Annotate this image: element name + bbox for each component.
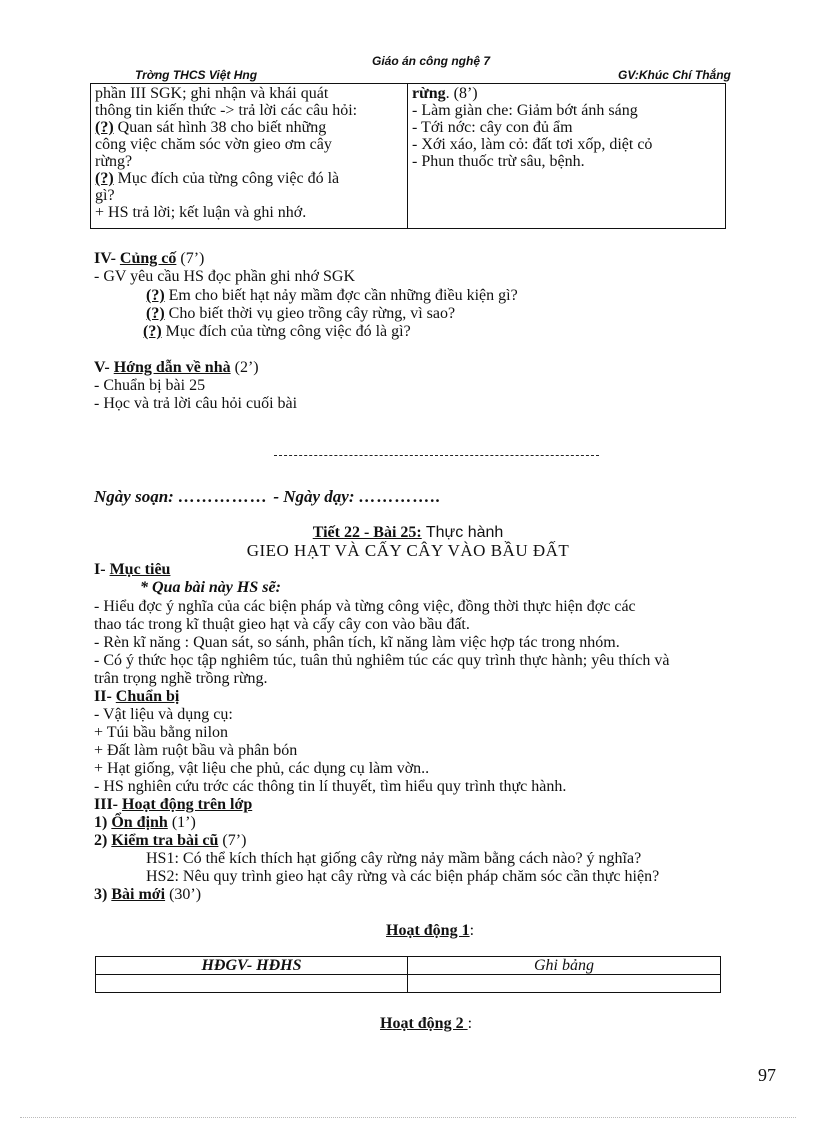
left-line-7: gì? [95, 187, 115, 204]
question-mark: (?) [143, 323, 162, 340]
item-number: 1) [94, 814, 112, 831]
right-line-3: - Xới xáo, làm cỏ: đất tơi xốp, diệt cỏ [412, 136, 653, 153]
right-time: . (8’) [445, 85, 478, 102]
left-line-5: rừng? [95, 153, 133, 170]
lesson-label: Tiết 22 - Bài 25: [312, 524, 422, 541]
section-title: Củng cố [119, 250, 177, 267]
section-i-heading [94, 561, 170, 578]
item-title: Kiểm tra bài cũ [111, 832, 219, 849]
question-mark: (?) [146, 305, 165, 322]
question-text: Cho biết thời vụ gieo trồng cây rừng, vì sao? [164, 305, 456, 322]
section-i-line-4: - Có ý thức học tập nghiêm túc, tuân thủ nghiêm túc các quy trình thực hành; yêu thích và [94, 652, 670, 669]
activity-suffix: : [469, 922, 475, 939]
page-number: 97 [758, 1065, 776, 1085]
question-text: Mục đích của từng công việc đó là gì? [161, 323, 411, 340]
lesson-type: Thực hành [421, 524, 504, 541]
table-cell [96, 975, 408, 993]
section-i-line-3: - Rèn kĩ năng : Quan sát, so sánh, phân tích, kĩ năng làm việc hợp tác trong nhóm. [94, 634, 620, 651]
separator-line [274, 455, 599, 456]
date-prepared-label: Ngày soạn: [94, 487, 179, 506]
left-line-3: Quan sát hình 38 cho biết những [117, 119, 327, 136]
top-table-left-cell [91, 84, 408, 229]
top-table [90, 83, 726, 229]
section-ii-line-4: + Hạt giống, vật liệu che phủ, các dụng cụ làm vờn.. [94, 760, 430, 777]
activity-2-heading [380, 1015, 472, 1032]
item-title: Bài mới [111, 886, 166, 903]
item-number: 2) [94, 832, 112, 849]
table-cell [408, 975, 721, 993]
question-mark: (?) [95, 170, 114, 187]
header-school: Trờng THCS Việt Hng [135, 68, 258, 82]
section-title: Hoạt động trên lớp [122, 796, 253, 813]
section-iv-heading [94, 250, 204, 267]
check-question-hs1: HS1: Có thể kích thích hạt giống cây rừng nảy mầm bằng cách nào? ý nghĩa? [146, 850, 642, 867]
activity-title: Hoạt động 1 [386, 922, 470, 939]
question-mark: (?) [146, 287, 165, 304]
section-iv-question-1 [146, 287, 518, 304]
section-iii-item-3 [94, 886, 201, 903]
left-line-8: + HS trả lời; kết luận và ghi nhớ. [95, 204, 307, 221]
section-iv-question-3 [143, 323, 411, 340]
section-ii-heading [94, 688, 179, 705]
section-i-line-1: - Hiểu đợc ý nghĩa của các biện pháp và từng công việc, đồng thời thực hiện đợc các [94, 598, 636, 615]
header-center: Giáo án công nghệ 7 [372, 54, 491, 68]
section-v-line-2: - Học và trả lời câu hỏi cuối bài [94, 395, 298, 412]
header-teacher: GV:Khúc Chí Thắng [618, 68, 731, 82]
section-ii-line-2: + Túi bầu bằng nilon [94, 724, 229, 741]
section-number: IV- [94, 250, 120, 267]
item-time: (7’) [218, 832, 247, 849]
item-title: Ổn định [111, 814, 168, 831]
section-title: Chuẩn bị [115, 688, 180, 705]
section-v-heading [94, 359, 259, 376]
left-line-6: Mục đích của từng công việc đó là [117, 170, 340, 187]
section-ii-line-1: - Vật liệu và dụng cụ: [94, 706, 233, 723]
footer-rule [20, 1117, 796, 1118]
section-iv-question-2 [146, 305, 455, 322]
right-line-2: - Tới nớc: cây con đủ ẩm [412, 119, 573, 136]
activity-1-heading [386, 922, 474, 939]
activity-title: Hoạt động 2 [380, 1015, 468, 1032]
section-iii-heading [94, 796, 252, 813]
col-header-activities: HĐGV- HĐHS [96, 957, 408, 975]
section-number: III- [94, 796, 123, 813]
section-ii-line-3: + Đất làm ruột bầu và phân bón [94, 742, 298, 759]
col-header-board: Ghi bảng [408, 957, 721, 975]
section-title: Hớng dẫn về nhà [113, 359, 231, 376]
lesson-title: GIEO HẠT VÀ CẤY CÂY VÀO BẦU ĐẤT [246, 541, 570, 560]
section-iv-line: - GV yêu cầu HS đọc phần ghi nhớ SGK [94, 268, 356, 285]
section-i-line-5: trân trọng nghề trồng rừng. [94, 670, 268, 687]
left-line-1: phần III SGK; ghi nhận và khái quát [95, 85, 329, 102]
section-v-line-1: - Chuẩn bị bài 25 [94, 377, 206, 394]
top-table-right-cell [408, 84, 726, 229]
section-number: II- [94, 688, 116, 705]
left-line-4: công việc chăm sóc vờn gieo ơm cây [95, 136, 332, 153]
activity-table [95, 956, 721, 993]
item-time: (30’) [165, 886, 202, 903]
right-line-4: - Phun thuốc trừ sâu, bệnh. [412, 153, 585, 170]
section-number: I- [94, 561, 110, 578]
date-taught-value: ………….. [358, 487, 442, 506]
right-line-1: - Làm giàn che: Giảm bớt ánh sáng [412, 102, 638, 119]
check-question-hs2: HS2: Nêu quy trình gieo hạt cây rừng và các biện pháp chăm sóc cần thực hiện? [146, 868, 660, 885]
date-taught-label: - Ngày dạy: [273, 487, 359, 506]
question-text: Em cho biết hạt nảy mầm đợc cần những điều kiện gì? [164, 287, 518, 304]
dates-line [94, 488, 441, 505]
right-title: rừng [412, 85, 446, 102]
lesson-label-line [0, 524, 816, 541]
section-number: V- [94, 359, 114, 376]
left-line-2: thông tin kiến thức -> trả lời các câu hỏi: [95, 102, 358, 119]
section-iii-item-1 [94, 814, 196, 831]
section-time: (7’) [176, 250, 205, 267]
section-iii-item-2 [94, 832, 246, 849]
item-time: (1’) [167, 814, 196, 831]
item-number: 3) [94, 886, 112, 903]
section-time: (2’) [230, 359, 259, 376]
date-prepared-value: …………… [178, 487, 274, 506]
section-title: Mục tiêu [109, 561, 171, 578]
section-i-line-2: thao tác trong kĩ thuật gieo hạt và cấy cây con vào bầu đất. [94, 616, 470, 633]
activity-suffix: : [467, 1015, 473, 1032]
section-ii-line-5: - HS nghiên cứu trớc các thông tin lí thuyết, tìm hiểu quy trình thực hành. [94, 778, 567, 795]
question-mark: (?) [95, 119, 114, 136]
section-i-subheading: * Qua bài này HS sẽ: [140, 579, 281, 596]
